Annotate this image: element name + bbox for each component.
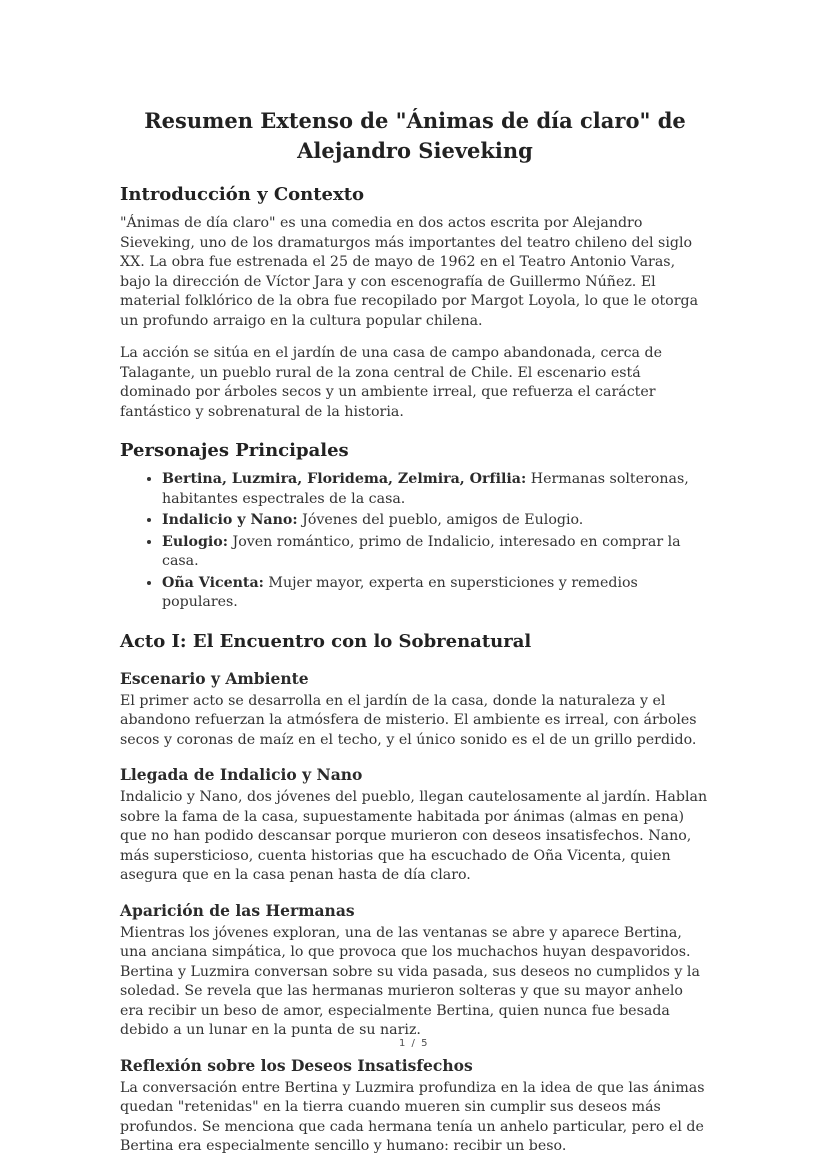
section-heading-acto1: Acto I: El Encuentro con lo Sobrenatural bbox=[120, 630, 532, 652]
subsection-paragraph-escenario: El primer acto se desarrolla en el jardín de la casa, donde la naturaleza y el abandono refuerzan la atmósfera de misterio. El ambiente es irreal, con árboles secos y coronas de maíz en el techo, y el único sonido es el de un grillo perdido. bbox=[120, 692, 697, 748]
character-name: Oña Vicenta: bbox=[162, 574, 264, 591]
character-description: Jóvenes del pueblo, amigos de Eulogio. bbox=[297, 512, 584, 528]
page-number: 1 / 5 bbox=[399, 1038, 429, 1049]
subsection-heading-escenario: Escenario y Ambiente bbox=[120, 668, 309, 688]
character-list-item bbox=[162, 511, 710, 531]
characters-list bbox=[120, 470, 710, 613]
document-title: Resumen Extenso de "Ánimas de día claro" de Alejandro Sieveking bbox=[144, 108, 686, 163]
section-heading-personajes: Personajes Principales bbox=[120, 440, 349, 461]
character-name: Eulogio: bbox=[162, 533, 228, 550]
intro-paragraph-1: "Ánimas de día claro" es una comedia en dos actos escrita por Alejandro Sieveking, uno de los dramaturgos más importantes del teatro chileno del siglo XX. La obra fue estrenada el 25 de mayo de 1962 en el Teatro Antonio Varas, bajo la dirección de Víctor Jara y con escenografía de Guillermo Núñez. El material folklórico de la obra fue recopilado por Margot Loyola, lo que le otorga un profundo arraigo en la cultura popular chilena. bbox=[120, 215, 699, 329]
character-name: Indalicio y Nano: bbox=[162, 512, 298, 528]
character-description: Joven romántico, primo de Indalicio, interesado en comprar la casa. bbox=[162, 533, 681, 569]
subsection-heading-reflexion: Reflexión sobre los Deseos Insatisfechos bbox=[120, 1055, 473, 1075]
intro-paragraph-2: La acción se sitúa en el jardín de una casa de campo abandonada, cerca de Talagante, un pueblo rural de la zona central de Chile. El escenario está dominado por árboles secos y un ambiente irreal, que refuerza el carácter fantástico y sobrenatural de la historia. bbox=[120, 345, 662, 420]
subsection-paragraph-aparicion: Mientras los jóvenes exploran, una de las ventanas se abre y aparece Bertina, una anciana simpática, lo que provoca que los muchachos huyan despavoridos. Bertina y Luzmira conversan sobre su vida pasada, sus deseos no cumplidos y la soledad. Se revela que las hermanas murieron solteras y que su mayor anhelo era recibir un beso de amor, especialmente Bertina, quien nunca fue besada debido a un lunar en la punta de su nariz. bbox=[120, 924, 700, 1038]
character-list-item bbox=[162, 470, 710, 509]
character-description: Mujer mayor, experta en supersticiones y remedios populares. bbox=[162, 574, 638, 610]
section-heading-introduccion: Introducción y Contexto bbox=[120, 184, 365, 205]
character-name: Bertina, Luzmira, Floridema, Zelmira, Orfilia: bbox=[162, 471, 527, 487]
subsection-heading-aparicion: Aparición de las Hermanas bbox=[120, 900, 355, 920]
subsection-heading-llegada: Llegada de Indalicio y Nano bbox=[120, 765, 363, 784]
subsection-paragraph-reflexion: La conversación entre Bertina y Luzmira profundiza en la idea de que las ánimas quedan "retenidas" en la tierra cuando mueren sin cumplir sus deseos más profundos. Se menciona que cada hermana tenía un anhelo particular, pero el de Bertina era especialmente sencillo y humano: recibir un beso. bbox=[120, 1079, 705, 1154]
character-list-item bbox=[162, 533, 710, 572]
character-list-item bbox=[162, 574, 710, 613]
subsection-paragraph-llegada: Indalicio y Nano, dos jóvenes del pueblo, llegan cautelosamente al jardín. Hablan sobre la fama de la casa, supuestamente habitada por ánimas (almas en pena) que no han podido descansar porque murieron con deseos insatisfechos. Nano, más supersticioso, cuenta historias que ha escuchado de Oña Vicenta, quien asegura que en la casa penan hasta de día claro. bbox=[120, 789, 708, 883]
character-description: Hermanas solteronas, habitantes espectrales de la casa. bbox=[162, 471, 689, 507]
